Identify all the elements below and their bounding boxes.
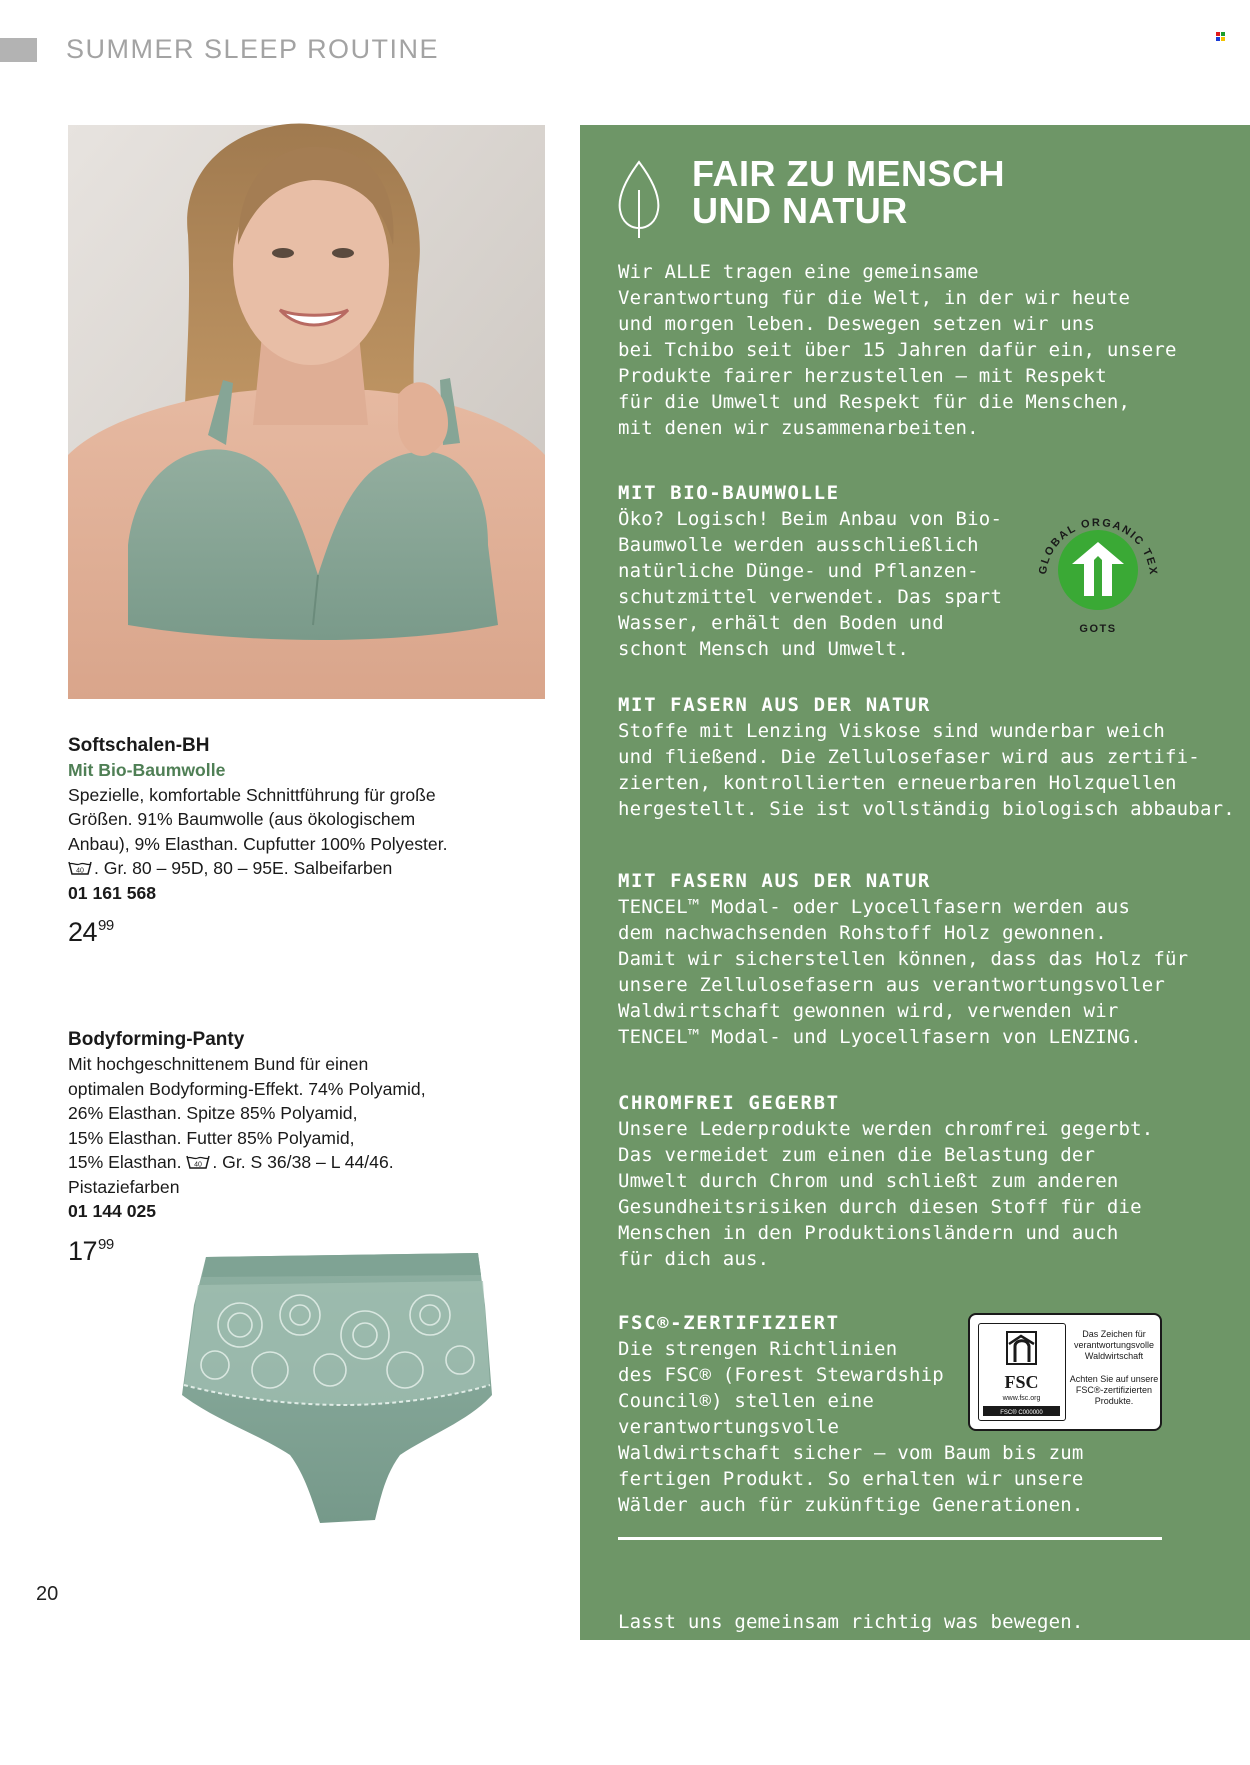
footer-text: Lasst uns gemeinsam richtig was bewegen. — [618, 1611, 1084, 1633]
price-main: 17 — [68, 1235, 98, 1266]
section-heading: CHROMFREI GEGERBT — [618, 1092, 840, 1114]
product-care-line — [68, 856, 488, 881]
product-description-line: optimalen Bodyforming-Effekt. 74% Polyamid, — [68, 1078, 426, 1099]
footer-divider — [618, 1537, 1162, 1540]
panel-title-line: FAIR ZU MENSCH — [692, 153, 1005, 194]
footer-link[interactable]: tchibo.de/nachhaltigkeit — [746, 1689, 1026, 1711]
panel-intro: Wir ALLE tragen eine gemeinsame Verantwortung für die Welt, in der wir heute und morgen leben. Deswegen setzen wir uns bei Tchibo seit über 15 Jahren dafür ein, unsere Produkte fairer herzustellen – mit Respekt für die Umwelt und Respekt für die Menschen, mit denen wir zusammenarbeiten. — [618, 261, 1177, 439]
gots-bottom-text: GOTS — [1079, 623, 1117, 635]
gots-logo — [1028, 500, 1168, 640]
section-body: TENCEL™ Modal- oder Lyocellfasern werden aus dem nachwachsenden Rohstoff Holz gewonnen. Damit wir sicherstellen können, dass das Holz für unsere Zellulosefasern aus verantwortungsvoller Waldwirtschaft gewonnen wird, verwenden wir TENCEL™ Modal- und Lyocellfasern von LENZING. — [618, 896, 1189, 1048]
panel-title-line: UND NATUR — [692, 190, 908, 231]
panel-title — [692, 155, 1005, 229]
product-care-prefix: 15% Elasthan. — [68, 1152, 187, 1172]
product-description-line: 15% Elasthan. Futter 85% Polyamid, — [68, 1127, 355, 1148]
panel-footer — [618, 1557, 1084, 1765]
sustainability-panel — [580, 125, 1250, 1711]
product-care-line — [68, 1150, 488, 1175]
price-cents: 99 — [98, 1235, 114, 1253]
product-price — [68, 909, 488, 949]
corner-color-mark — [1216, 32, 1226, 42]
product-code: 01 161 568 — [68, 882, 157, 903]
product-description-line: Größen. 91% Baumwolle (aus ökologischem — [68, 809, 416, 829]
page-title: SUMMER SLEEP ROUTINE — [66, 34, 440, 64]
price-main: 24 — [68, 917, 98, 947]
product-description-line: Spezielle, komfortable Schnittführung für große — [68, 784, 436, 805]
fsc-text-line: Achten Sie auf unsere FSC®-zertifizierten Produkte. — [1069, 1374, 1159, 1406]
product-description-line: 26% Elasthan. Spitze 85% Polyamid, — [68, 1103, 358, 1123]
gots-ring-text: GLOBAL ORGANIC TEX — [1036, 516, 1160, 577]
section-heading: MIT FASERN AUS DER NATUR — [618, 870, 931, 892]
section-body: Öko? Logisch! Beim Anbau von Bio- Baumwolle werden ausschließlich natürliche Dünge- und Pflanzen- schutzmittel verwendet. Das spart Wasser, erhält den Boden und schont Mensch und Umwelt. — [618, 508, 1003, 660]
fsc-mark-text: FSC — [1004, 1372, 1039, 1392]
section-heading: MIT BIO-BAUMWOLLE — [618, 482, 840, 504]
product-size-info: . Gr. S 36/38 – L 44/46. — [212, 1152, 394, 1172]
section-body: Stoffe mit Lenzing Viskose sind wunderbar weich und fließend. Die Zellulosefaser wird aus zertifi- zierten, kontrollierten erneuerbaren Holzquellen hergestellt. Sie ist vollständig biologisch abbaubar. — [618, 720, 1235, 820]
header-accent-bar — [0, 38, 37, 62]
fsc-logo — [968, 1313, 1162, 1431]
section-heading: FSC®-ZERTIFIZIERT — [618, 1312, 840, 1334]
bra-model-photo — [68, 125, 545, 699]
product-size-info: . Gr. 80 – 95D, 80 – 95E. Salbeifarben — [94, 858, 393, 878]
wash-40-icon — [68, 858, 92, 874]
product-color: Pistaziefarben — [68, 1176, 180, 1197]
wash-40-icon — [186, 1152, 210, 1168]
product-bra — [68, 733, 488, 949]
product-subtitle: Mit Bio-Baumwolle — [68, 760, 226, 780]
svg-text:40: 40 — [76, 867, 84, 875]
panty-product-photo — [180, 1245, 510, 1525]
fsc-description — [1068, 1323, 1160, 1407]
svg-text:40: 40 — [194, 1161, 203, 1169]
product-description-line: Mit hochgeschnittenem Bund für einen — [68, 1054, 369, 1074]
product-name: Bodyforming-Panty — [68, 1029, 245, 1050]
section-body: Unsere Lederprodukte werden chromfrei gegerbt. Das vermeidet zum einen die Belastung der Umwelt durch Chrom und schließt zum anderen Gesundheitsrisiken durch diesen Stoff für die Menschen in den Produktionsländern und auch für dich aus. — [618, 1118, 1154, 1270]
fsc-url: www.fsc.org — [1002, 1395, 1041, 1402]
product-name: Softschalen-BH — [68, 735, 210, 756]
product-panty — [68, 1027, 488, 1268]
product-description-line: Anbau), 9% Elasthan. Cupfutter 100% Polyester. — [68, 833, 448, 854]
fsc-mark — [978, 1323, 1066, 1421]
product-code: 01 144 025 — [68, 1201, 157, 1221]
fsc-code: FSC® C000000 — [1000, 1410, 1043, 1416]
page-number: 20 — [36, 1583, 59, 1605]
fsc-text-line: Das Zeichen für verantwortungsvolle Waldwirtschaft — [1073, 1329, 1155, 1361]
price-cents: 99 — [98, 917, 114, 934]
leaf-icon — [616, 160, 662, 238]
footer-prefix: Mehr unter — [618, 1689, 747, 1711]
section-heading: MIT FASERN AUS DER NATUR — [618, 694, 931, 716]
section-body: Die strengen Richtlinien des FSC® (Forest Stewardship Council®) stellen eine verantwortungsvolle Waldwirtschaft sicher – vom Baum bis zum fertigen Produkt. So erhalten wir unsere Wälder auch für zukünftige Generationen. — [618, 1338, 1084, 1516]
